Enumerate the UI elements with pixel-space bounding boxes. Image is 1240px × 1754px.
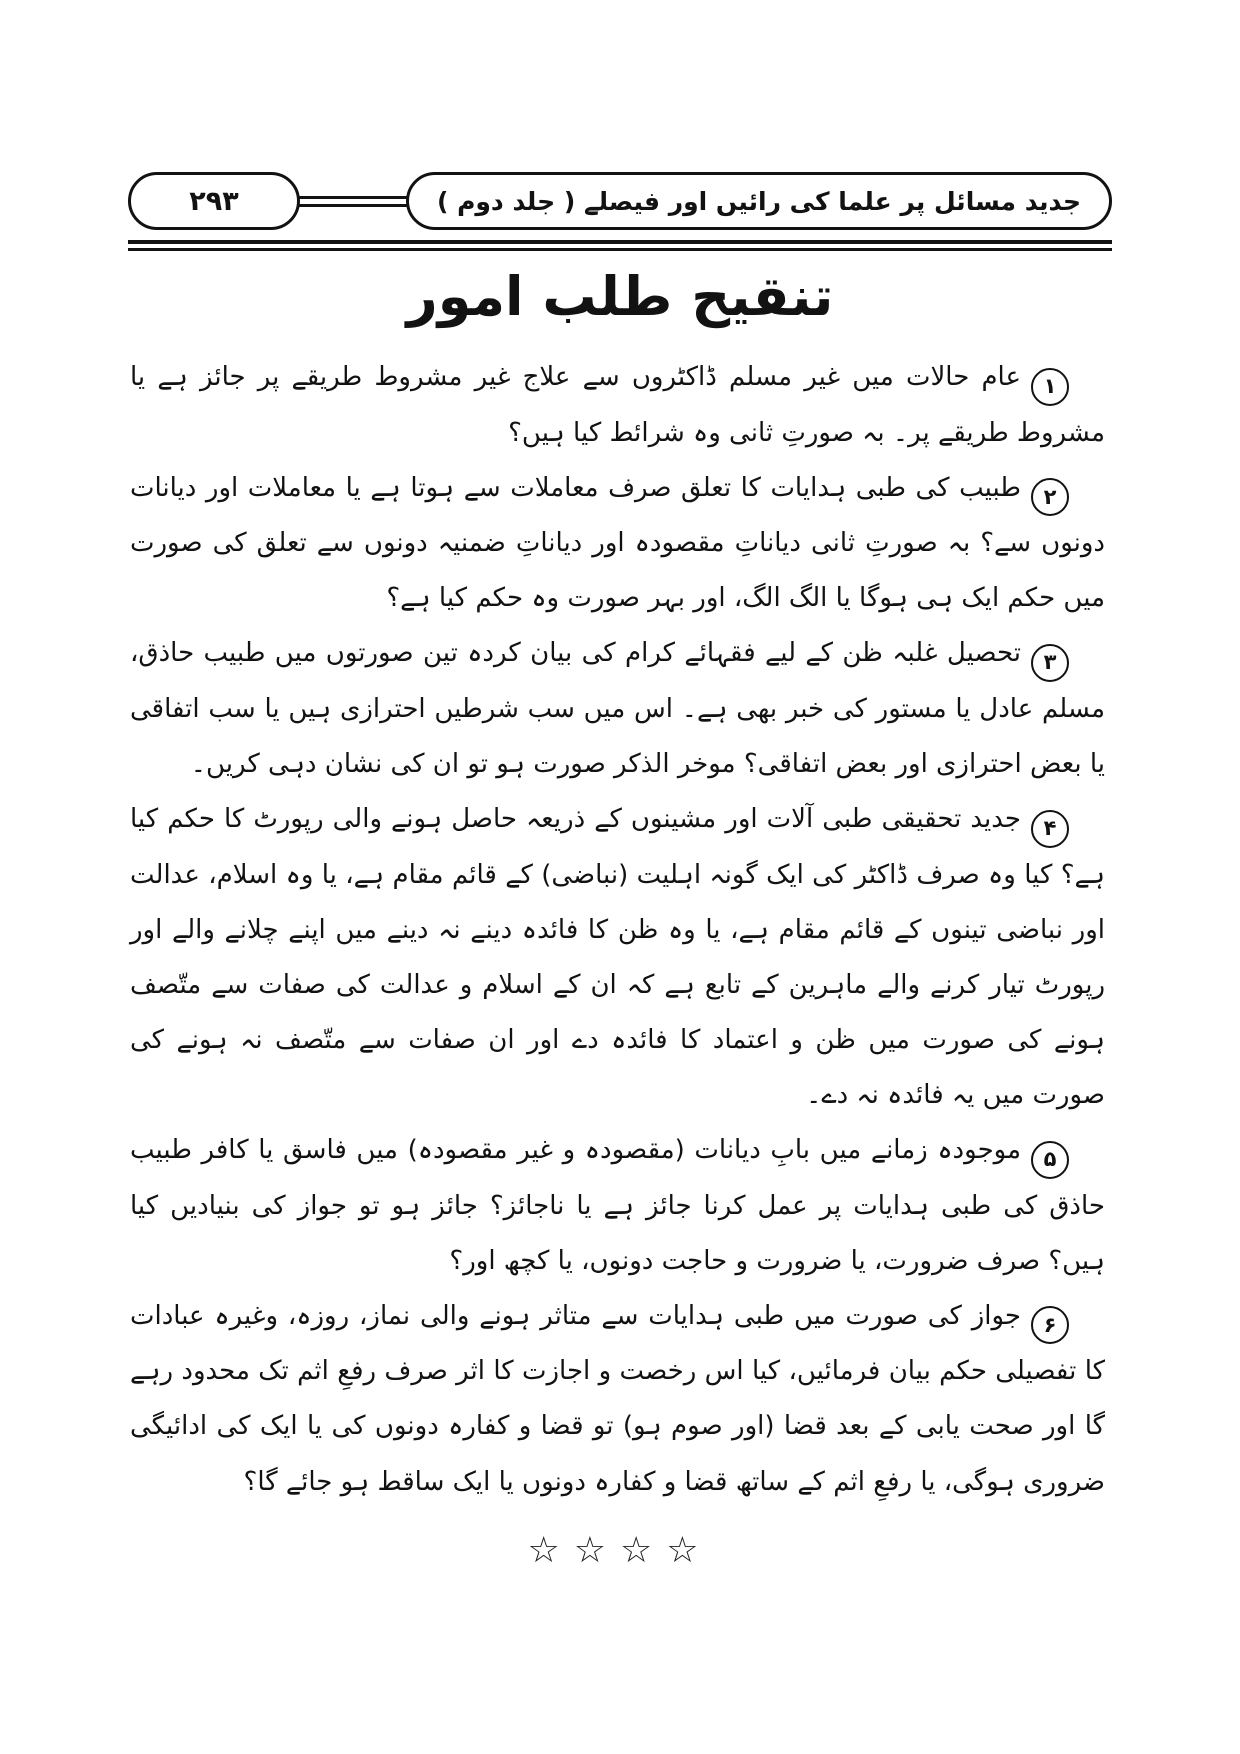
header-double-line — [294, 196, 412, 207]
running-header — [0, 0, 1240, 251]
book-title-badge: جدید مسائل پر علما کی رائیں اور فیصلے ( جلد دوم ) — [406, 172, 1112, 230]
question-text: جدید تحقیقی طبی آلات اور مشینوں کے ذریعہ حاصل ہونے والی رپورٹ کا حکم کیا ہے؟ کیا وہ صرف ڈاکٹر کی ایک گونہ اہلیت (نباضی) کے قائم مقام ہے، یا وہ اسلام، عدالت اور نباضی تینوں کے قائم مقام ہے، یا وہ ظن کا فائدہ دینے نہ دینے میں اپنے چلانے والے اور رپورٹ تیار کرنے والے ماہرین کے تابع ہے کہ ان کے اسلام و عدالت کی صفات سے متّصف ہونے کی صورت میں ظن و اعتماد کا فائدہ دے اور ان صفات سے متّصف نہ ہونے کی صورت میں یہ فائدہ نہ دے۔ — [130, 804, 1105, 1110]
question-item-5 — [130, 1123, 1105, 1289]
question-text: موجودہ زمانے میں بابِ دیانات (مقصودہ و غیر مقصودہ) میں فاسق یا کافر طبیب حاذق کی طبی ہدایات پر عمل کرنا جائز ہے یا ناجائز؟ جائز ہو تو جواز کی بنیادیں کیا ہیں؟ صرف ضرورت، یا ضرورت و حاجت دونوں، یا کچھ اور؟ — [130, 1135, 1105, 1276]
page-number-badge: ۲۹۳ — [128, 172, 300, 230]
section-title: تنقیح طلب امور — [406, 265, 834, 328]
question-number-badge: ۱ — [1031, 368, 1069, 406]
question-list — [130, 350, 1105, 1510]
question-text: جواز کی صورت میں طبی ہدایات سے متاثر ہونے والی نماز، روزہ، وغیرہ عبادات کا تفصیلی حکم بیان فرمائیں، کیا اس رخصت و اجازت کا اثر صرف رفعِ اثم تک محدود رہے گا اور صحت یابی کے بعد قضا (اور صوم ہو) تو قضا و کفارہ دونوں کی یا ایک کی ادائیگی ضروری ہوگی، یا رفعِ اثم کے ساتھ قضا و کفارہ دونوں یا ایک ساقط ہو جائے گا؟ — [130, 1300, 1105, 1497]
question-number-badge: ۴ — [1031, 810, 1069, 848]
question-text: عام حالات میں غیر مسلم ڈاکٹروں سے علاج غیر مشروط طریقے پر جائز ہے یا مشروط طریقے پر۔ بہ صورتِ ثانی وہ شرائط کیا ہیں؟ — [130, 362, 1105, 448]
question-item-3 — [130, 626, 1105, 792]
header-rule — [128, 240, 1112, 251]
question-item-6 — [130, 1289, 1105, 1510]
question-number-badge: ۳ — [1031, 644, 1069, 682]
question-text: طبیب کی طبی ہدایات کا تعلق صرف معاملات سے ہوتا ہے یا معاملات اور دیانات دونوں سے؟ بہ صورتِ ثانی دیاناتِ مقصودہ اور دیاناتِ ضمنیہ دونوں سے تعلق کی صورت میں حکم ایک ہی ہوگا یا الگ الگ، اور بہر صورت وہ حکم کیا ہے؟ — [130, 472, 1105, 614]
question-text: تحصیل غلبہ ظن کے لیے فقہائے کرام کی بیان کردہ تین صورتوں میں طبیب حاذق، مسلم عادل یا مستور کی خبر بھی ہے۔ اس میں سب شرطیں احترازی ہیں یا سب اتفاقی یا بعض احترازی اور بعض اتفاقی؟ موخر الذکر صورت ہو تو ان کی نشان دہی کریں۔ — [130, 638, 1105, 779]
question-number-badge: ۲ — [1031, 478, 1069, 516]
question-number-badge: ۵ — [1031, 1141, 1069, 1179]
question-number-badge: ۶ — [1031, 1306, 1069, 1344]
question-item-4 — [130, 792, 1105, 1123]
star-divider: ☆☆☆☆ — [527, 1529, 713, 1571]
question-item-1 — [130, 350, 1105, 461]
header-row — [128, 172, 1112, 230]
question-item-2 — [130, 461, 1105, 627]
